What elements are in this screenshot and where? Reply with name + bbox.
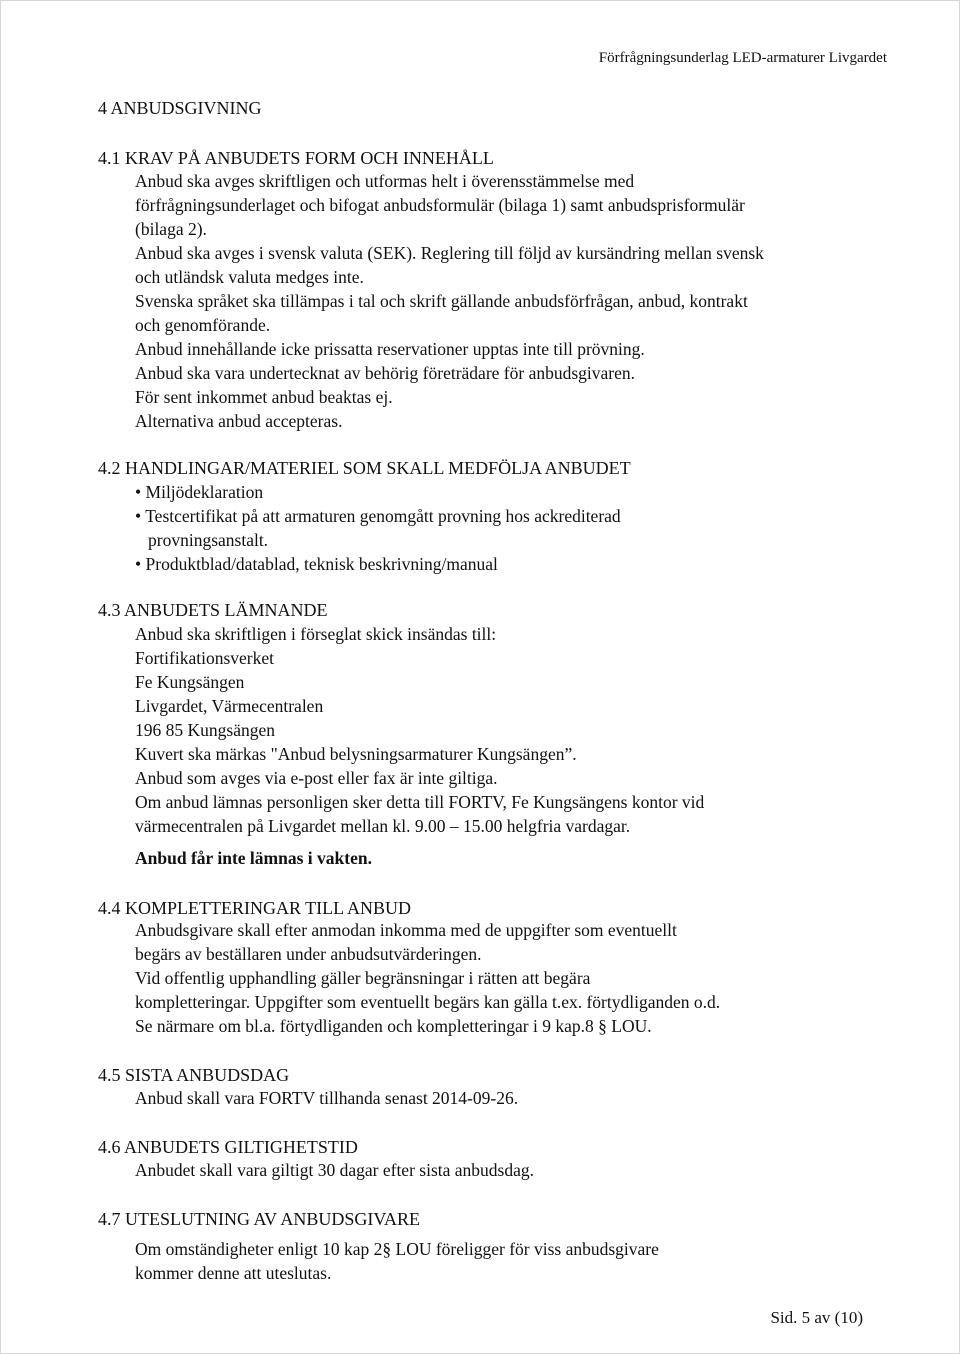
text-line: och utländsk valuta medges inte. xyxy=(135,267,364,287)
text-line: Kuvert ska märkas "Anbud belysningsarmaturer Kungsängen”. xyxy=(135,744,577,764)
section-4-7-body xyxy=(135,1237,895,1285)
deadline-text: Anbud skall vara FORTV tillhanda senast 2014-09-26. xyxy=(135,1088,519,1108)
document-header: Förfrågningsunderlag LED-armaturer Livgardet xyxy=(598,50,887,66)
text-line: Fe Kungsängen xyxy=(135,672,245,692)
text-line: Se närmare om bl.a. förtydliganden och kompletteringar i 9 kap.8 § LOU. xyxy=(135,1016,652,1036)
text-line: begärs av beställaren under anbudsutvärderingen. xyxy=(135,944,482,964)
section-4-3-body xyxy=(135,622,895,838)
validity-text: Anbudet skall vara giltigt 30 dagar efter sista anbudsdag. xyxy=(135,1160,534,1180)
section-4-5-heading: 4.5 SISTA ANBUDSDAG xyxy=(98,1065,290,1085)
text-line: Anbud ska vara undertecknat av behörig företrädare för anbudsgivaren. xyxy=(135,363,635,383)
bullet-icon: • xyxy=(135,554,142,574)
text-line: Vid offentlig upphandling gäller begränsningar i rätten att begära xyxy=(135,968,591,988)
chapter-title: 4 ANBUDSGIVNING xyxy=(98,98,262,118)
section-4-2-list xyxy=(135,480,895,576)
text-line: Om omständigheter enligt 10 kap 2§ LOU föreligger för viss anbudsgivare xyxy=(135,1239,659,1259)
section-4-7-heading: 4.7 UTESLUTNING AV ANBUDSGIVARE xyxy=(98,1209,421,1229)
text-line: Anbud innehållande icke prissatta reservationer upptas inte till prövning. xyxy=(135,339,645,359)
section-4-1-body xyxy=(135,169,895,433)
text-line: 196 85 Kungsängen xyxy=(135,720,275,740)
section-4-1-heading: 4.1 KRAV PÅ ANBUDETS FORM OCH INNEHÅLL xyxy=(98,148,494,168)
text-line: Anbud ska avges skriftligen och utformas helt i överensstämmelse med xyxy=(135,171,635,191)
text-line: värmecentralen på Livgardet mellan kl. 9.00 – 15.00 helgfria vardagar. xyxy=(135,816,631,836)
text-line: (bilaga 2). xyxy=(135,219,207,239)
text-line: Anbudsgivare skall efter anmodan inkomma med de uppgifter som eventuellt xyxy=(135,920,677,940)
text-line: Anbud ska skriftligen i förseglat skick insändas till: xyxy=(135,624,497,644)
text-line: Om anbud lämnas personligen sker detta till FORTV, Fe Kungsängens kontor vid xyxy=(135,792,705,812)
text-line: och genomförande. xyxy=(135,315,271,335)
text-line: Anbud ska avges i svensk valuta (SEK). Reglering till följd av kursändring mellan svensk xyxy=(135,243,764,263)
text-line: Livgardet, Värmecentralen xyxy=(135,696,324,716)
bullet-icon: • xyxy=(135,506,142,526)
section-4-4-heading: 4.4 KOMPLETTERINGAR TILL ANBUD xyxy=(98,898,411,918)
text-line: förfrågningsunderlaget och bifogat anbudsformulär (bilaga 1) samt anbudsprisformulär xyxy=(135,195,745,215)
bullet-icon: • xyxy=(135,482,142,502)
delivery-warning: Anbud får inte lämnas i vakten. xyxy=(135,848,372,868)
list-item: • Miljödeklaration xyxy=(135,482,264,502)
section-4-4-body xyxy=(135,918,895,1038)
page-number: Sid. 5 av (10) xyxy=(770,1308,863,1327)
text-line: Alternativa anbud accepteras. xyxy=(135,411,343,431)
section-4-6-heading: 4.6 ANBUDETS GILTIGHETSTID xyxy=(98,1137,358,1157)
list-item: • Testcertifikat på att armaturen genomgått provning hos ackrediterad provningsanstalt. xyxy=(135,506,621,550)
section-4-3-heading: 4.3 ANBUDETS LÄMNANDE xyxy=(98,600,328,620)
text-line: Svenska språket ska tillämpas i tal och skrift gällande anbudsförfrågan, anbud, kontrakt xyxy=(135,291,748,311)
text-line: kompletteringar. Uppgifter som eventuellt begärs kan gälla t.ex. förtydliganden o.d. xyxy=(135,992,721,1012)
section-4-2-heading: 4.2 HANDLINGAR/MATERIEL SOM SKALL MEDFÖLJA ANBUDET xyxy=(98,458,631,478)
text-line: För sent inkommet anbud beaktas ej. xyxy=(135,387,393,407)
list-item: • Produktblad/datablad, teknisk beskrivning/manual xyxy=(135,554,498,574)
text-line: Anbud som avges via e-post eller fax är inte giltiga. xyxy=(135,768,498,788)
text-line: kommer denne att uteslutas. xyxy=(135,1263,332,1283)
text-line: Fortifikationsverket xyxy=(135,648,275,668)
